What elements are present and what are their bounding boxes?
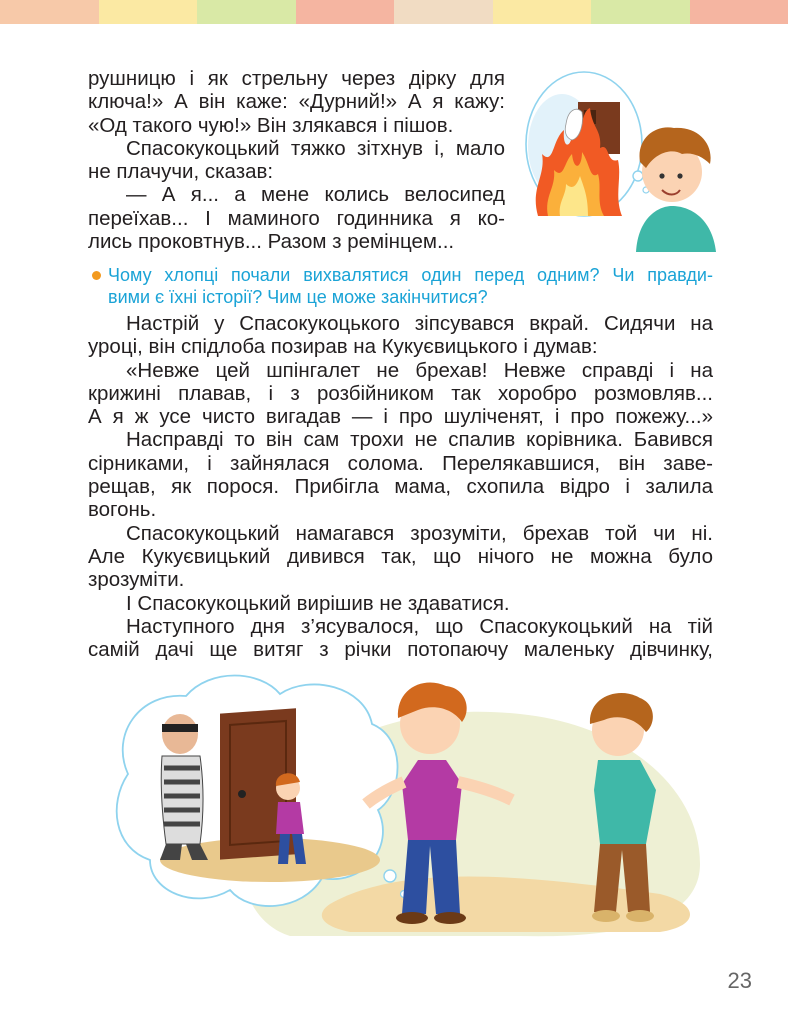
text-line: Але Кукуєвицький дивився так, що нічого не можна було <box>88 544 713 568</box>
text-line: «Од такого чую!» Він злякався і пішов. <box>88 113 454 137</box>
text-line: Наступного дня з’ясувалося, що Спасокукоцький на тій <box>126 614 713 638</box>
comprehension-question <box>108 264 713 308</box>
text-line: не плачучи, сказав: <box>88 160 274 184</box>
boy-thinking-of-fire-illustration <box>522 68 718 252</box>
main-text-block <box>88 312 713 661</box>
text-line: вогонь. <box>88 498 157 522</box>
text-line: зрозуміти. <box>88 568 185 592</box>
stripe-segment <box>99 0 198 24</box>
paragraph <box>88 359 713 429</box>
text-line: лись проковтнув... Разом з ремінцем... <box>88 230 455 254</box>
text-line: самій дачі ще витяг з річки потопаючу маленьку дівчинку, <box>88 638 713 662</box>
question-line: Чому хлопці почали вихвалятися один перед одним? Чи правди- <box>108 265 713 285</box>
text-line: рещав, як порося. Прибігла мама, схопила відро і залила <box>88 475 713 499</box>
paragraph <box>88 312 713 359</box>
stripe-segment <box>690 0 788 24</box>
paragraph <box>88 522 713 592</box>
door-keyhole <box>238 790 246 798</box>
text-line: А я ж усе чисто вигадав — і про шуліченят, і про пожежу...» <box>88 405 713 429</box>
stripe-segment <box>591 0 690 24</box>
paragraph <box>88 428 713 521</box>
paragraph-continuation <box>88 67 505 137</box>
header-color-stripe <box>0 0 788 24</box>
two-boys-with-robber-dream-illustration <box>100 664 715 942</box>
text-line: сірниками, і зайнялася солома. Перелякавшися, він заве- <box>88 451 713 475</box>
dialogue-paragraph <box>88 183 505 253</box>
paragraph <box>88 592 713 615</box>
paragraph <box>88 137 505 184</box>
stripe-segment <box>394 0 493 24</box>
text-line: уроці, він спідлоба позирав на Кукуєвицького і думав: <box>88 335 598 359</box>
text-line: рушницю і як стрельну через дірку для <box>88 67 505 90</box>
text-line: Насправді то він сам трохи не спалив корівника. Бавився <box>126 428 713 452</box>
text-line: Настрій у Спасокукоцького зіпсувався вкрай. Сидячи на <box>126 312 713 335</box>
stripe-segment <box>493 0 592 24</box>
page-number: 23 <box>727 968 752 993</box>
text-line: Спасокукоцький тяжко зітхнув і, мало <box>126 136 505 160</box>
question-bullet <box>92 271 101 280</box>
text-line: — А я... а мене колись велосипед <box>126 183 505 207</box>
text-line: крижині плавав, і з розбійником так хоробро розмовляв... <box>88 381 713 405</box>
text-line: ключа!» А він каже: «Дурний!» А я кажу: <box>88 90 505 114</box>
stripe-segment <box>0 0 99 24</box>
top-text-block <box>88 67 505 253</box>
text-line: «Невже цей шпінгалет не брехав! Невже справді і на <box>126 358 713 382</box>
text-line: переїхав... І маминого годинника я ко- <box>88 206 505 230</box>
text-line: І Спасокукоцький вирішив не здаватися. <box>126 591 510 615</box>
question-line: вими є їхні історії? Чим це може закінчитися? <box>108 287 488 307</box>
text-line: Спасокукоцький намагався зрозуміти, брехав той чи ні. <box>126 521 713 545</box>
stripe-segment <box>296 0 395 24</box>
stripe-segment <box>197 0 296 24</box>
paragraph <box>88 615 713 662</box>
boy-shirt <box>636 206 716 252</box>
